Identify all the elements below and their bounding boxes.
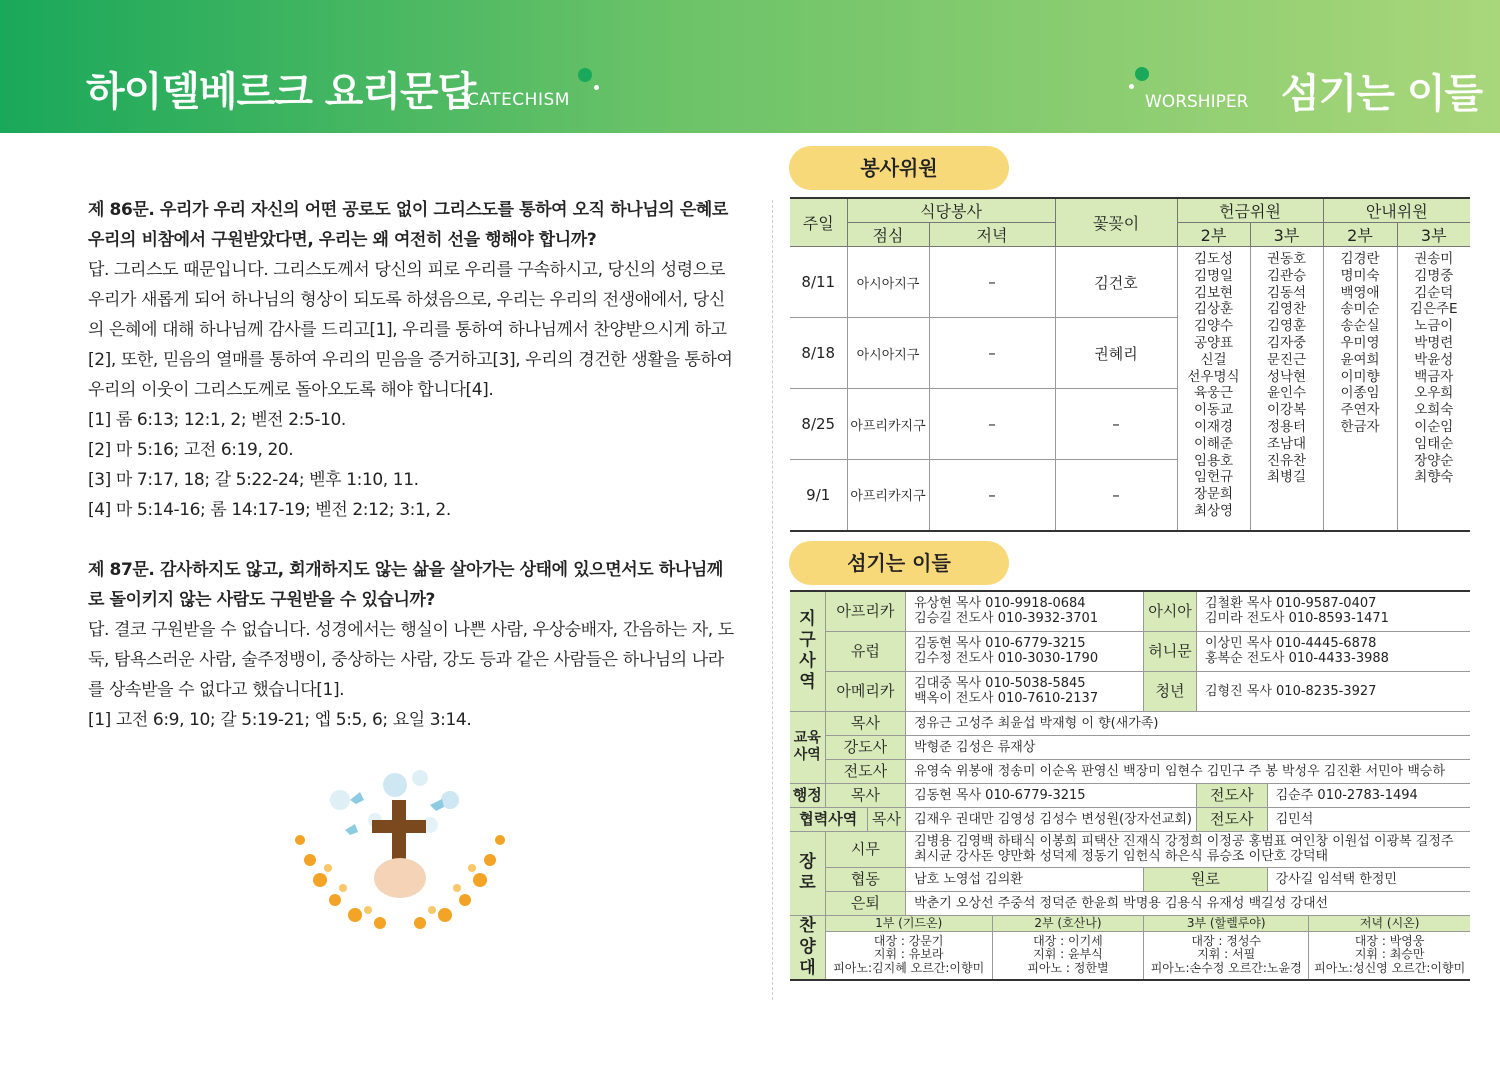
dinner-cell: – [929,247,1055,318]
district-america: 아메리카 [825,671,906,711]
volunteer-name: 김영찬 [1266,301,1307,318]
question-86: 제 86문. 우리가 우리 자신의 어떤 공로도 없이 그리스도를 통하여 오직 하나님의 은혜로 우리의 비참에서 구원받았다면, 우리는 왜 여전히 선을 행해야 합니까? [88,200,728,250]
reference: [1] 고전 6:9, 10; 갈 5:19-21; 엡 5:5, 6; 요일 3:14. [88,710,472,730]
volunteer-name: 김명일 [1193,267,1234,284]
volunteer-name: 이해준 [1193,435,1234,452]
admin-contact-2: 김순주 010-2783-1494 [1267,783,1470,807]
volunteer-name: 김동석 [1266,284,1307,301]
table-row [790,247,1470,318]
catechism-subtitle: CATECHISM [467,90,570,110]
flowers-cell: – [1055,389,1177,460]
volunteer-name: 박명련 [1414,334,1454,351]
volunteer-name: 육웅근 [1193,385,1234,402]
volunteer-name: 오희숙 [1414,402,1454,419]
col-flowers: 꽃꽂이 [1055,198,1177,247]
volunteer-name: 문진근 [1266,351,1307,368]
district-youth-contacts: 김형진 목사 010-8235-3927 [1196,671,1470,711]
coop-category: 협력사역 [790,807,867,831]
col-dinner: 저녁 [929,223,1055,247]
week-cell: 8/11 [790,247,847,318]
volunteer-name: 송미순 [1340,301,1380,318]
district-youth: 청년 [1144,671,1197,711]
volunteer-name: 백영애 [1340,284,1380,301]
volunteers-heading: 봉사위원 [789,146,1009,190]
col-lunch: 점심 [847,223,929,247]
offering-2-list [1177,247,1250,531]
coop-label-2: 전도사 [1196,807,1267,831]
volunteer-name: 권동호 [1266,251,1307,267]
district-asia-contacts: 김철환 목사 010-9587-0407 김미라 전도사 010-8593-1471 [1196,591,1470,631]
volunteer-name: 주연자 [1340,402,1380,419]
decor-dot [578,68,592,82]
volunteer-name: 백금자 [1414,368,1454,385]
catechism-section [88,195,738,735]
col-guide-3: 3부 [1397,223,1470,247]
flowers-cell: 권혜리 [1055,318,1177,389]
district-america-contacts: 김대중 목사 010-5038-5845 백옥이 전도사 010-7610-2137 [906,671,1144,711]
week-cell: 8/18 [790,318,847,389]
volunteer-name: 이종임 [1340,385,1380,402]
volunteer-name: 이동교 [1193,402,1234,419]
admin-label-2: 전도사 [1196,783,1267,807]
lunch-cell: 아프리카지구 [847,460,929,531]
volunteer-name: 김순덕 [1414,284,1454,301]
elder-assoc: 남호 노영섭 김의환 [906,867,1144,891]
page-header [0,0,1500,133]
education-category: 교육사역 [790,711,825,783]
servers-table [790,590,1470,981]
volunteer-name: 공양표 [1193,334,1234,351]
answer-87: 답. 결코 구원받을 수 없습니다. 성경에서는 행실이 나쁜 사람, 우상숭배자, 간음하는 자, 도둑, 탐욕스러운 사람, 술주정뱅이, 중상하는 사람, 강도 등과 같은 사람들은 하나님의 나라를 상속받을 수 없다고 했습니다[1]. [88,620,734,700]
volunteer-name: 최상영 [1193,502,1234,519]
volunteer-name: 임용호 [1193,452,1234,469]
reference: [3] 마 7:17, 18; 갈 5:22-24; 벧후 1:10, 11. [88,470,419,490]
edu-pastor-label: 목사 [825,711,906,735]
edu-evangelist-label: 강도사 [825,735,906,759]
district-africa: 아프리카 [825,591,906,631]
catechism-title: 하이델베르크 요리문답 [86,69,476,115]
col-offering-2: 2부 [1177,223,1250,247]
flowers-cell: – [1055,460,1177,531]
choir-details: 대장 : 박영웅 지휘 : 최승만 피아노:성신영 오르간:이향미 [1309,931,1470,979]
volunteer-name: 권송미 [1414,251,1454,267]
volunteer-name: 최병길 [1266,469,1307,486]
choir-details: 대장 : 강문기 지휘 : 유보라 피아노:김지혜 오르간:이향미 [825,931,992,979]
question-87: 제 87문. 감사하지도 않고, 회개하지도 않는 삶을 살아가는 상태에 있으면서도 하나님께로 돌이키지 않는 사람도 구원받을 수 있습니까? [88,560,723,610]
elder-retired-label: 은퇴 [825,891,906,915]
choir-details: 대장 : 이기세 지휘 : 윤부식 피아노 : 정한별 [992,931,1143,979]
worshiper-title: 섬기는 이들 [1281,71,1483,117]
dinner-cell: – [929,389,1055,460]
volunteer-name: 조남대 [1266,435,1307,452]
volunteer-name: 윤여희 [1340,351,1380,368]
col-guide-2: 2부 [1323,223,1397,247]
edu-minister: 유영숙 위봉애 정송미 이순옥 판영신 백장미 임현수 김민구 주 봉 박성우 김진환 서민아 백승하 [906,759,1470,783]
guide-2-list [1323,247,1397,531]
reference: [1] 롬 6:13; 12:1, 2; 벧전 2:5-10. [88,410,346,430]
guide-3-list [1397,247,1470,531]
choir-name: 2부 (호산나) [992,915,1143,931]
volunteer-name: 진유찬 [1266,452,1307,469]
coop-contact-2: 김민석 [1267,807,1470,831]
edu-pastor: 정유근 고성주 최윤섭 박재형 이 향(새가족) [906,711,1470,735]
district-africa-contacts: 유상현 목사 010-9918-0684 김승길 전도사 010-3932-3701 [906,591,1144,631]
reference: [4] 마 5:14-16; 롬 14:17-19; 벧전 2:12; 3:1, 2. [88,500,451,520]
worshiper-subtitle: WORSHIPER [1145,92,1249,112]
col-week: 주일 [790,198,847,247]
volunteer-name: 정용터 [1266,418,1307,435]
decor-dot [594,85,599,90]
volunteer-name: 장문희 [1193,486,1234,503]
district-category: 지구사역 [790,591,825,711]
volunteer-name: 김도성 [1193,251,1234,267]
volunteer-name: 최향숙 [1414,469,1454,486]
volunteers-table [790,197,1470,532]
lunch-cell: 아시아지구 [847,318,929,389]
volunteer-name: 김자중 [1266,334,1307,351]
volunteer-name: 김경란 [1340,251,1380,267]
coop-contact: 김재우 권대만 김영성 김성수 변성원(장자선교회) [906,807,1197,831]
district-europe: 유럽 [825,631,906,671]
volunteer-name: 김양수 [1193,318,1234,335]
elder-active: 김병용 김영백 하태식 이봉희 피택산 진재식 강정희 이정공 홍범표 여인창 이원섭 이광복 길정주 최시균 강사돈 양만화 성덕제 정동기 임헌식 하은식 류승조 이단호 강덕태 [906,831,1470,867]
offering-3-list [1250,247,1323,531]
col-offering: 헌금위원 [1177,198,1323,223]
answer-86: 답. 그리스도 때문입니다. 그리스도께서 당신의 피로 우리를 구속하시고, 당신의 성령으로 우리가 새롭게 되어 하나님의 형상이 되도록 하셨음으로, 우리는 우리의 전생애에서, 당신의 은혜에 대해 하나님께 감사를 드리고[1], 우리를 통하여 하나님께서 찬양받으시게 하고[2], 또한, 믿음의 열매를 통하여 우리의 믿음을 증거하고[3], 우리의 경건한 생활을 통하여 우리의 이웃이 그리스도께로 돌아오도록 해야 합니다[4]. [88,260,733,400]
servers-heading: 섬기는 이들 [789,541,1009,585]
elder-emeritus-label: 원로 [1144,867,1268,891]
choir-name: 3부 (할렐루야) [1144,915,1309,931]
col-offering-3: 3부 [1250,223,1323,247]
volunteer-name: 윤인수 [1266,385,1307,402]
col-cafeteria: 식당봉사 [847,198,1055,223]
district-asia: 아시아 [1144,591,1197,631]
dinner-cell: – [929,318,1055,389]
admin-label: 목사 [825,783,906,807]
volunteer-name: 한금자 [1340,418,1380,435]
choir-name: 1부 (기드온) [825,915,992,931]
choir-category: 찬양대 [790,915,825,980]
volunteer-name: 신걸 [1200,351,1227,368]
volunteer-name: 박윤성 [1414,351,1454,368]
hands-icon [374,858,426,898]
column-divider [772,200,773,1000]
volunteer-name: 이강복 [1266,402,1307,419]
week-cell: 8/25 [790,389,847,460]
volunteer-name: 김상훈 [1193,301,1234,318]
lunch-cell: 아프리카지구 [847,389,929,460]
edu-minister-label: 전도사 [825,759,906,783]
admin-contact: 김동현 목사 010-6779-3215 [906,783,1197,807]
volunteer-name: 김관승 [1266,267,1307,284]
volunteer-name: 이미향 [1340,368,1380,385]
volunteer-name: 성낙현 [1266,368,1307,385]
decor-dot [1129,84,1134,89]
col-guide: 안내위원 [1323,198,1470,223]
district-hinimun-contacts: 이상민 목사 010-4445-6878 홍복순 전도사 010-4433-3988 [1196,631,1470,671]
district-hinimun: 허니문 [1144,631,1197,671]
volunteer-name: 송순실 [1340,318,1380,335]
elder-emeritus: 강사길 임석택 한정민 [1267,867,1470,891]
volunteer-name: 임태순 [1414,435,1454,452]
lunch-cell: 아시아지구 [847,247,929,318]
admin-category: 행정 [790,783,825,807]
elder-assoc-label: 협동 [825,867,906,891]
week-cell: 9/1 [790,460,847,531]
coop-label: 목사 [867,807,906,831]
volunteer-name: 김명중 [1414,267,1454,284]
choir-details: 대장 : 정성수 지휘 : 서필 피아노:손수정 오르간:노윤경 [1144,931,1309,979]
choir-name: 저녁 (시온) [1309,915,1470,931]
volunteer-name: 이재경 [1193,418,1234,435]
volunteer-name: 선우명식 [1187,368,1240,385]
volunteer-name: 노금이 [1414,318,1454,335]
volunteer-name: 김은주E [1409,301,1458,318]
elder-category: 장로 [790,831,825,915]
elder-active-label: 시무 [825,831,906,867]
reference: [2] 마 5:16; 고전 6:19, 20. [88,440,294,460]
decor-dot [1135,67,1149,81]
cross-illustration [280,760,520,930]
elder-retired: 박춘기 오상선 주중석 정덕준 한윤희 박명용 김용식 유재성 백길성 강대선 [906,891,1470,915]
volunteer-name: 우미영 [1340,334,1380,351]
volunteer-name: 임헌규 [1193,469,1234,486]
volunteer-name: 김영훈 [1266,318,1307,335]
flowers-cell: 김건호 [1055,247,1177,318]
volunteer-name: 명미숙 [1340,267,1380,284]
edu-evangelist: 박형준 김성은 류재상 [906,735,1470,759]
volunteer-name: 이순임 [1414,418,1454,435]
dinner-cell: – [929,460,1055,531]
volunteer-name: 오우희 [1414,385,1454,402]
district-europe-contacts: 김동현 목사 010-6779-3215 김수정 전도사 010-3030-1790 [906,631,1144,671]
volunteer-name: 김보현 [1193,284,1234,301]
volunteer-name: 장양순 [1414,452,1454,469]
